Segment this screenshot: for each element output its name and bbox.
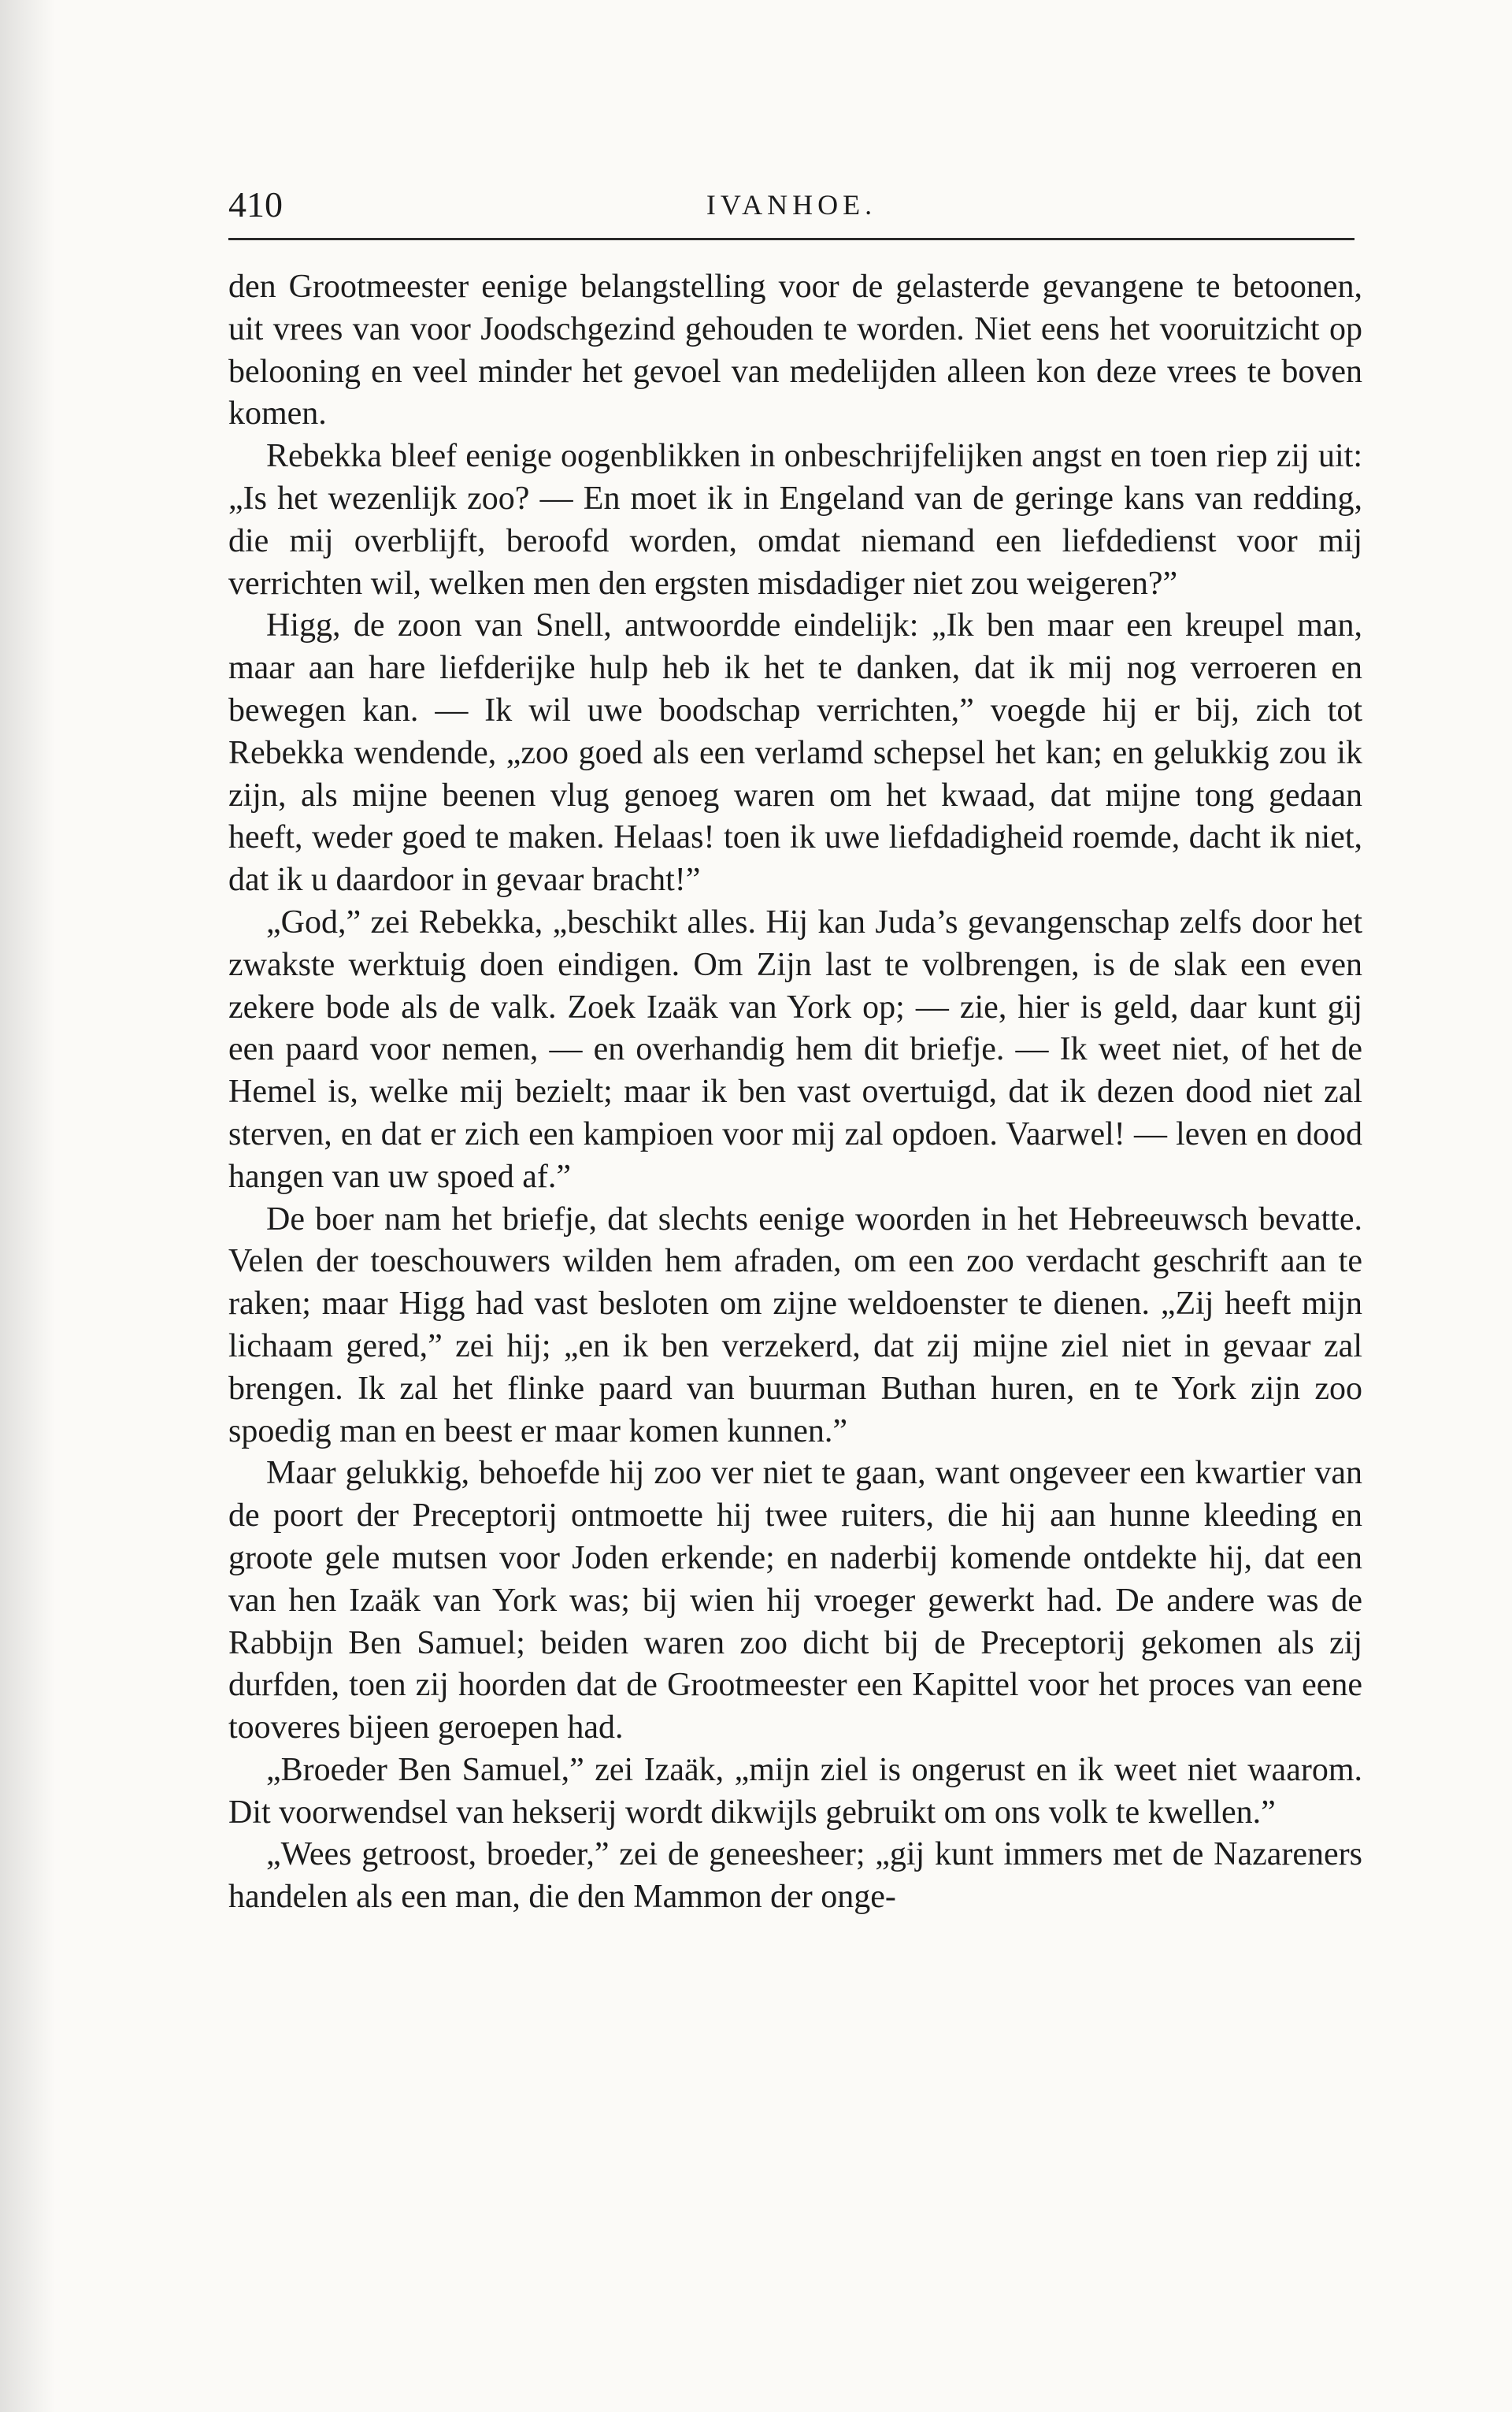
paragraph: „Broeder Ben Samuel,” zei Izaäk, „mijn ziel is ongerust en ik weet niet waarom. Dit voorwendsel van hekserij wordt dikwijls gebruikt om ons volk te kwellen.” (228, 1751, 1362, 1831)
paragraph: De boer nam het briefje, dat slechts eenige woorden in het Hebreeuwsch bevatte. Velen der toeschouwers wilden hem afraden, om een zoo verdacht geschrift aan te raken; maar Higg had vast besloten om zijne weldoenster te dienen. „Zij heeft mijn lichaam gered,” zei hij; „en ik ben verzekerd, dat zij mijne ziel niet in gevaar zal brengen. Ik zal het flinke paard van buurman Buthan huren, en te York zijn zoo spoedig man en beest er maar komen kunnen.” (228, 1200, 1362, 1449)
header-rule (228, 238, 1354, 240)
body-text (228, 266, 1362, 1919)
page-edge-shadow (0, 0, 55, 2412)
running-title: IVANHOE. (706, 189, 877, 221)
paragraph: Higg, de zoon van Snell, antwoordde eindelijk: „Ik ben maar een kreupel man, maar aan hare liefderijke hulp heb ik het te danken, dat ik mij nog verroeren en bewegen kan. — Ik wil uwe boodschap verrichten,” voegde hij er bij, zich tot Rebekka wendende, „zoo goed als een verlamd schepsel het kan; en gelukkig zou ik zijn, als mijne beenen vlug genoeg waren om het kwaad, dat mijne tong gedaan heeft, weder goed te maken. Helaas! toen ik uwe liefdadigheid roemde, dacht ik niet, dat ik u daardoor in gevaar bracht!” (228, 607, 1362, 899)
page-number: 410 (228, 184, 283, 225)
paragraph: Maar gelukkig, behoefde hij zoo ver niet te gaan, want ongeveer een kwartier van de poort der Preceptorij ontmoette hij twee ruiters, die hij aan hunne kleeding en groote gele mutsen voor Joden erkende; en naderbij komende ontdekte hij, dat een van hen Izaäk van York was; bij wien hij vroeger gewerkt had. De andere was de Rabbijn Ben Samuel; beiden waren zoo dicht bij de Preceptorij gekomen als zij durfden, toen zij hoorden dat de Grootmeester een Kapittel voor het proces van eene tooveres bijeen geroepen had. (228, 1455, 1362, 1746)
page-header (228, 181, 1354, 228)
paragraph: „God,” zei Rebekka, „beschikt alles. Hij kan Juda’s gevangenschap zelfs door het zwakste werktuig doen eindigen. Om Zijn last te volbrengen, is de slak een even zekere bode als de valk. Zoek Izaäk van York op; — zie, hier is geld, daar kunt gij een paard voor nemen, — en overhandig hem dit briefje. — Ik weet niet, of het de Hemel is, welke mij bezielt; maar ik ben vast overtuigd, dat ik dezen dood niet zal sterven, en dat er zich een kampioen voor mij zal opdoen. Vaarwel! — leven en dood hangen van uw spoed af.” (228, 904, 1362, 1195)
paragraph: den Grootmeester eenige belangstelling voor de gelasterde gevangene te betoonen, uit vrees van voor Joodschgezind gehouden te worden. Niet eens het vooruitzicht op belooning en veel minder het gevoel van medelijden alleen kon deze vrees te boven komen. (228, 269, 1362, 432)
paragraph: „Wees getroost, broeder,” zei de geneesheer; „gij kunt immers met de Nazareners handelen als een man, die den Mammon der onge- (228, 1836, 1362, 1916)
paragraph: Rebekka bleef eenige oogenblikken in onbeschrijfelijken angst en toen riep zij uit: „Is het wezenlijk zoo? — En moet ik in Engeland van de geringe kans van redding, die mij overblijft, beroofd worden, omdat niemand een liefdedienst voor mij verrichten wil, welken men den ergsten misdadiger niet zou weigeren?” (228, 438, 1362, 602)
